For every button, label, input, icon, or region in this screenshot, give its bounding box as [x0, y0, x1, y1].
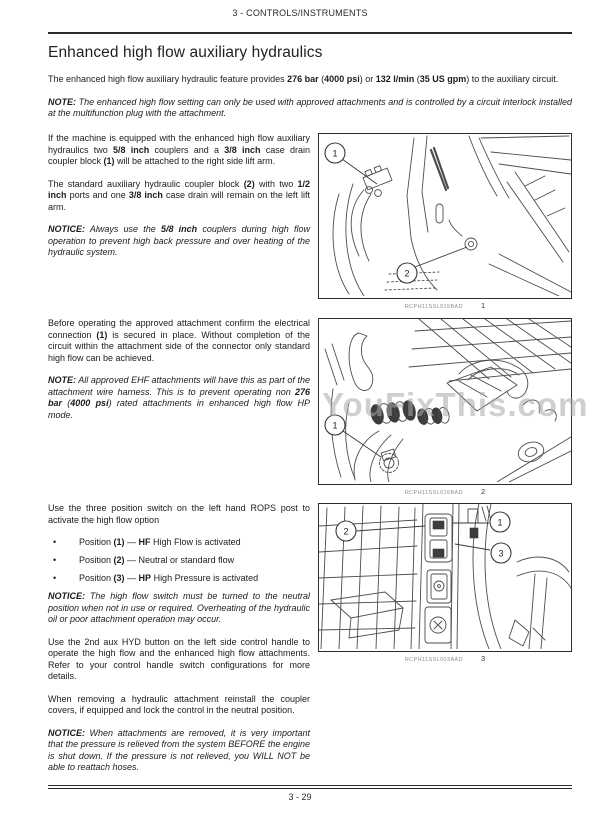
- callout-2: [397, 263, 417, 283]
- callout-3: [491, 543, 511, 563]
- page-title: Enhanced high flow auxiliary hydraulics: [48, 44, 323, 61]
- text-column: [48, 133, 310, 774]
- bullet-item: • Position (3) — HP High Pressure is activated: [53, 573, 259, 583]
- bullet-item: • Position (1) — HF High Flow is activated: [53, 537, 241, 547]
- figure-3-drawing: [319, 504, 571, 649]
- figure-1-drawing: [319, 134, 571, 296]
- watermark: YouFixThis.com: [322, 386, 589, 423]
- bullet-icon: •: [53, 573, 57, 583]
- figure-3-frame: [318, 503, 572, 652]
- footer-rule: [48, 785, 572, 789]
- svg-text:1: 1: [332, 148, 338, 159]
- paragraph: Use the three position switch on the left hand ROPS post to activate the high flow option: [48, 503, 310, 525]
- paragraph: NOTE: All approved EHF attachments will have this as part of the attachment wire harness. This is to prevent operating non 276 bar (4000 psi) rated attachments in enhanced high flow HP mode.: [48, 375, 311, 420]
- bullet-icon: •: [53, 555, 57, 565]
- two-column-area: [48, 133, 572, 785]
- callout-1: [490, 512, 510, 532]
- figure-3: [318, 503, 572, 663]
- paragraph: The enhanced high flow auxiliary hydraulic feature provides 276 bar (4000 psi) or 132 l/min (35 US gpm) to the auxiliary circuit.: [48, 74, 559, 84]
- figure-1: [318, 133, 572, 310]
- paragraph: NOTICE: Always use the 5/8 inch couplers during high flow operation to prevent high back pressure and over heating of the hydraulic system.: [48, 224, 311, 257]
- intro-section: [48, 74, 572, 131]
- figure-2-code: RCPH11SSL016BAD: [404, 490, 463, 496]
- callout-2: [336, 521, 356, 541]
- text-section-couplers: [48, 133, 310, 318]
- text-section-connector: [48, 318, 310, 503]
- figure-2-number: 2: [481, 487, 486, 496]
- callout-1: [325, 415, 345, 435]
- svg-text:3: 3: [498, 548, 504, 559]
- figure-2: [318, 318, 572, 496]
- svg-text:1: 1: [497, 517, 503, 528]
- callout-1: [325, 143, 345, 163]
- figure-3-caption: [318, 654, 572, 663]
- header-rule: [48, 32, 572, 34]
- paragraph: Before operating the approved attachment confirm the electrical connection (1) is secured in place. Without completion of the circuit within the attachment side of the connector only standard high flow can be achieved.: [48, 318, 310, 363]
- figure-2-frame: [318, 318, 572, 485]
- svg-text:1: 1: [332, 420, 338, 431]
- paragraph: Use the 2nd aux HYD button on the left side control handle to operate the high flow and the enhanced high flow attachments. Refer to your control handle switch configurations for more details.: [48, 636, 310, 681]
- figure-2-caption: [318, 487, 572, 496]
- paragraph: NOTE: The enhanced high flow setting can only be used with approved attachments and is controlled by a circuit interlock installed at the multifunction plug with the attachment.: [48, 96, 572, 118]
- figure-1-frame: [318, 133, 572, 299]
- page-number: 3 - 29: [288, 792, 312, 802]
- paragraph: NOTICE: When attachments are removed, it is very important that the pressure is relieved from the system BEFORE the engine is shut down. If the pressure is not relieved, you WILL NOT be able to reattach hoses.: [48, 727, 310, 772]
- bullet-item: • Position (2) — Neutral or standard flow: [53, 555, 235, 565]
- figure-1-number: 1: [481, 301, 486, 310]
- figure-1-code: RCPH11SSL015BAD: [404, 304, 463, 310]
- text-section-switch: [48, 503, 310, 774]
- paragraph: The standard auxiliary hydraulic coupler block (2) with two 1/2 inch ports and one 3/8 inch case drain will remain on the left lift arm.: [48, 178, 311, 212]
- paragraph: If the machine is equipped with the enhanced high flow auxiliary hydraulics two 5/8 inch couplers and a 3/8 inch case drain coupler block (1) will be attached to the right side lift arm.: [48, 133, 310, 166]
- svg-text:2: 2: [404, 268, 410, 279]
- figure-2-drawing: [319, 319, 571, 482]
- svg-text:2: 2: [343, 526, 349, 537]
- page-header: 3 - CONTROLS/INSTRUMENTS: [232, 8, 368, 18]
- paragraph: NOTICE: The high flow switch must be turned to the neutral position when not in use or required. Overheating of the hydraulic oil or poor attachment operation may occur.: [48, 591, 310, 624]
- bullet-icon: •: [53, 537, 57, 547]
- paragraph: When removing a hydraulic attachment reinstall the coupler covers, if equipped and lock the control in the neutral position.: [48, 693, 310, 715]
- figure-3-code: RCPH11SSL003AAD: [404, 657, 463, 663]
- figure-1-caption: [318, 301, 572, 310]
- figure-3-number: 3: [481, 654, 486, 663]
